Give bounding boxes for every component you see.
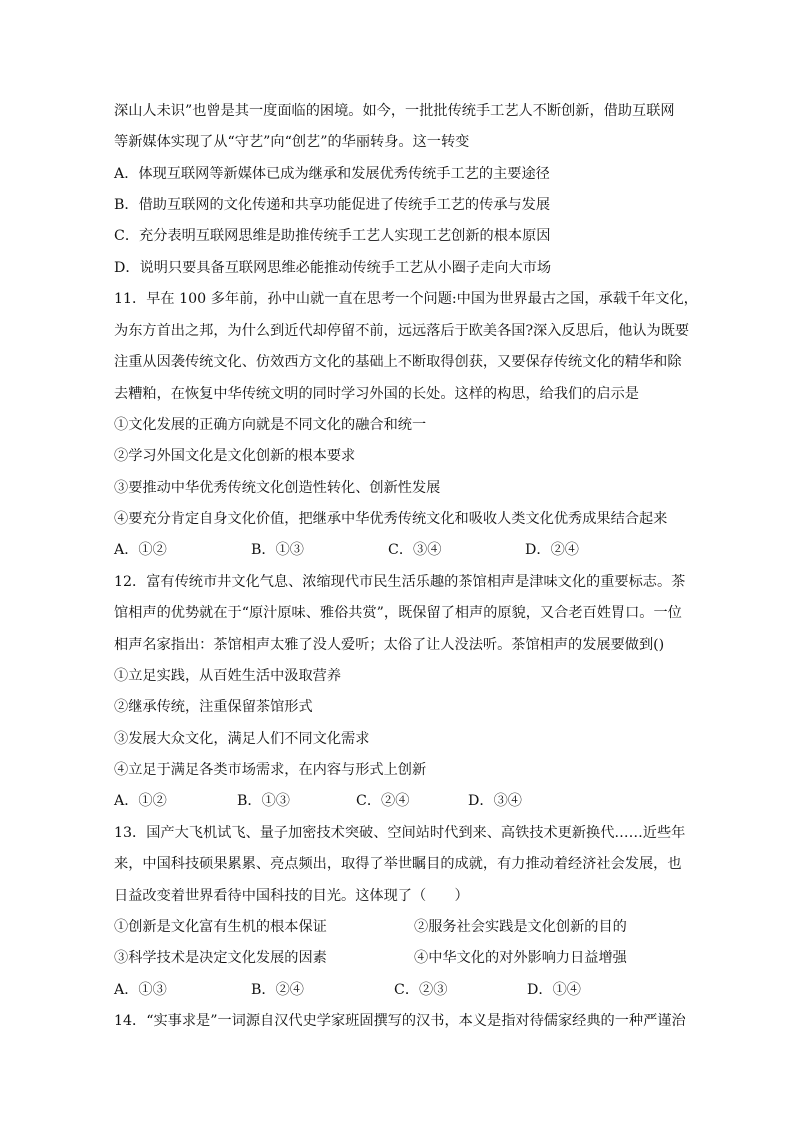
q12-stem-line-2: 馆相声的优势就在于“原汁原味、雅俗共赏”，既保留了相声的原貌，又合老百姓胃口。一位 [114,605,682,621]
q11-stem-line-4: 去糟粕，在恢复中华传统文明的同时学习外国的长处。这样的构思，给我们的启示是 [114,386,639,402]
q11-stem-line-2: 为东方首出之邦，为什么到近代却停留不前，远远落后于欧美各国?深入反思后，他认为既要 [114,323,690,339]
q11-choice-b: B．①③ [251,542,304,558]
intro-option-b: B．借助互联网的文化传递和共享功能促进了传统手工艺的传承与发展 [114,197,551,213]
q11-choice-c: C．③④ [388,542,442,558]
q13-stem-line-2: 来，中国科技硕果累累、亮点频出，取得了举世瞩目的成就，有力推动着经济社会发展，也 [114,856,682,872]
q11-choice-a: A．①② [114,542,167,558]
q11-item-1: ①文化发展的正确方向就是不同文化的融合和统一 [114,417,427,433]
intro-line-2: 等新媒体实现了从“守艺”向“创艺”的华丽转身。这一转变 [114,134,470,150]
q11-stem-line-1: 11．早在 100 多年前，孙中山就一直在思考一个问题:中国为世界最古之国，承载千年文化， [114,291,698,307]
q12-choice-a: A．①② [114,793,167,809]
q12-item-1: ①立足实践，从百姓生活中汲取营养 [114,668,342,684]
q12-choice-d: D．③④ [468,793,522,809]
q11-stem-line-3: 注重从因袭传统文化、仿效西方文化的基础上不断取得创获，又要保存传统文化的精华和除 [114,354,682,370]
q12-item-4: ④立足于满足各类市场需求，在内容与形式上创新 [114,762,427,778]
q12-item-2: ②继承传统，注重保留茶馆形式 [114,699,313,715]
q12-choice-c: C．②④ [356,793,410,809]
q11-choice-d: D．②④ [525,542,579,558]
intro-option-c: C．充分表明互联网思维是助推传统手工艺人实现工艺创新的根本原因 [114,228,551,244]
q11-item-2: ②学习外国文化是文化创新的根本要求 [114,448,356,464]
intro-option-a: A．体现互联网等新媒体已成为继承和发展优秀传统手工艺的主要途径 [114,166,550,182]
q13-choice-b: B．②④ [251,982,304,998]
q12-choice-b: B．①③ [237,793,290,809]
q13-choice-c: C．②③ [394,982,448,998]
q13-item-2: ②服务社会实践是文化创新的目的 [414,919,627,935]
intro-line-1: 深山人未识”也曾是其一度面临的困境。如今，一批批传统手工艺人不断创新，借助互联网 [114,103,675,119]
q13-choice-d: D．①④ [527,982,581,998]
q13-stem-line-3: 日益改变着世界看待中国科技的目光。这体现了（ ） [114,888,469,904]
q11-item-4: ④要充分肯定自身文化价值，把继承中华优秀传统文化和吸收人类文化优秀成果结合起来 [114,511,668,527]
q12-stem-line-3: 相声名家指出：茶馆相声太雅了没人爱听；太俗了让人没法听。茶馆相声的发展要做到() [114,637,665,653]
q13-item-4: ④中华文化的对外影响力日益增强 [414,950,627,966]
q11-item-3: ③要推动中华优秀传统文化创造性转化、创新性发展 [114,480,441,496]
q13-item-3: ③科学技术是决定文化发展的因素 [114,950,327,966]
q13-stem-line-1: 13．国产大飞机试飞、量子加密技术突破、空间站时代到来、高铁技术更新换代……近些年 [114,825,686,841]
q14-stem-line-1: 14．“实事求是”一词源自汉代史学家班固撰写的汉书，本义是指对待儒家经典的一种严谨治 [114,1013,686,1029]
intro-option-d: D．说明只要具备互联网思维必能推动传统手工艺从小圈子走向大市场 [114,260,552,276]
q12-stem-line-1: 12．富有传统市井文化气息、浓缩现代市民生活乐趣的茶馆相声是津味文化的重要标志。茶 [114,574,686,590]
q12-item-3: ③发展大众文化，满足人们不同文化需求 [114,731,370,747]
q13-item-1: ①创新是文化富有生机的根本保证 [114,919,327,935]
q13-choice-a: A．①③ [114,982,167,998]
